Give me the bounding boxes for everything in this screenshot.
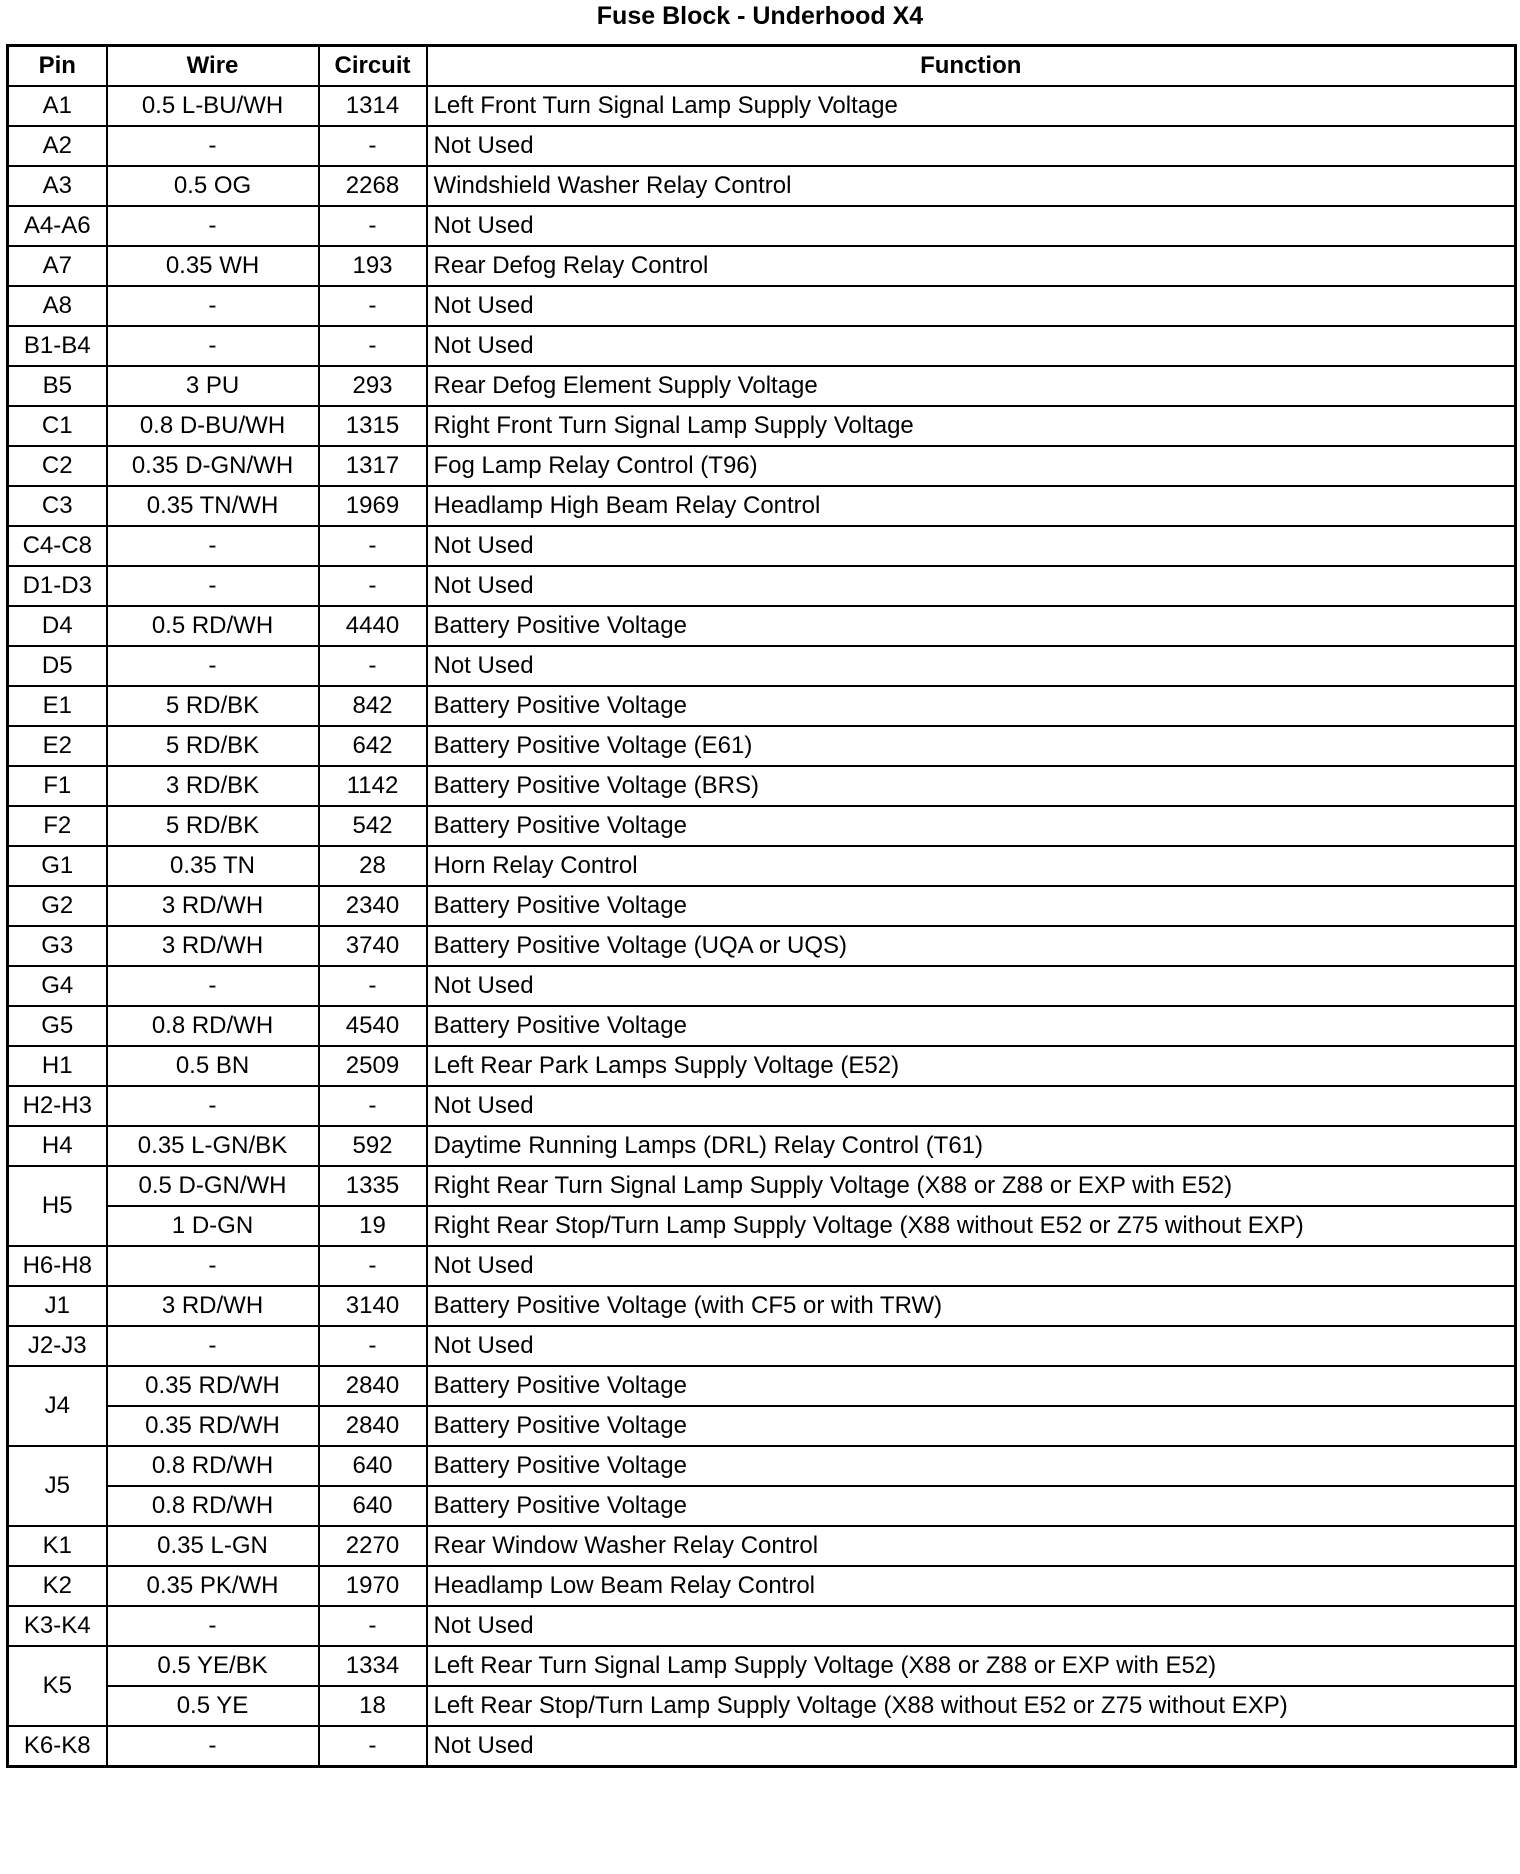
pin-cell: A8 [8, 286, 107, 326]
wire-cell: 1 D-GN [107, 1206, 319, 1246]
pin-cell: K1 [8, 1526, 107, 1566]
table-row [8, 1606, 1516, 1646]
table-row [8, 726, 1516, 766]
circuit-cell: 1969 [319, 486, 427, 526]
wire-cell: 5 RD/BK [107, 726, 319, 766]
pin-cell: G2 [8, 886, 107, 926]
circuit-cell: - [319, 1246, 427, 1286]
pin-cell: H6-H8 [8, 1246, 107, 1286]
wire-cell: 0.5 YE/BK [107, 1646, 319, 1686]
function-cell: Left Rear Turn Signal Lamp Supply Voltage (X88 or Z88 or EXP with E52) [427, 1646, 1516, 1686]
circuit-cell: 592 [319, 1126, 427, 1166]
wire-cell: 0.35 PK/WH [107, 1566, 319, 1606]
pin-cell: G3 [8, 926, 107, 966]
circuit-cell: 842 [319, 686, 427, 726]
function-cell: Not Used [427, 526, 1516, 566]
table-row [8, 1526, 1516, 1566]
function-cell: Not Used [427, 1246, 1516, 1286]
function-cell: Not Used [427, 966, 1516, 1006]
function-cell: Not Used [427, 326, 1516, 366]
function-cell: Right Rear Stop/Turn Lamp Supply Voltage (X88 without E52 or Z75 without EXP) [427, 1206, 1516, 1246]
pin-cell: C2 [8, 446, 107, 486]
wire-cell: 0.35 RD/WH [107, 1366, 319, 1406]
pin-cell: D5 [8, 646, 107, 686]
table-row [8, 1646, 1516, 1686]
circuit-cell: 1315 [319, 406, 427, 446]
wire-cell: 0.8 D-BU/WH [107, 406, 319, 446]
table-row [8, 1206, 1516, 1246]
function-cell: Battery Positive Voltage (with CF5 or with TRW) [427, 1286, 1516, 1326]
table-row [8, 246, 1516, 286]
table-row [8, 806, 1516, 846]
pin-cell: H2-H3 [8, 1086, 107, 1126]
circuit-cell: - [319, 966, 427, 1006]
table-row [8, 526, 1516, 566]
table-row [8, 1006, 1516, 1046]
function-cell: Battery Positive Voltage [427, 686, 1516, 726]
function-cell: Headlamp High Beam Relay Control [427, 486, 1516, 526]
pin-cell: E1 [8, 686, 107, 726]
table-row [8, 406, 1516, 446]
wire-cell: - [107, 646, 319, 686]
table-row [8, 206, 1516, 246]
function-cell: Not Used [427, 286, 1516, 326]
circuit-cell: 1335 [319, 1166, 427, 1206]
circuit-cell: - [319, 1606, 427, 1646]
table-row [8, 926, 1516, 966]
pin-cell: B1-B4 [8, 326, 107, 366]
circuit-cell: 2270 [319, 1526, 427, 1566]
wire-cell: 0.35 WH [107, 246, 319, 286]
circuit-cell: - [319, 1726, 427, 1767]
circuit-cell: - [319, 206, 427, 246]
pinout-table [6, 44, 1517, 1768]
circuit-cell: - [319, 526, 427, 566]
wire-cell: 0.5 BN [107, 1046, 319, 1086]
function-cell: Battery Positive Voltage [427, 806, 1516, 846]
wire-cell: 0.5 D-GN/WH [107, 1166, 319, 1206]
function-cell: Headlamp Low Beam Relay Control [427, 1566, 1516, 1606]
function-cell: Not Used [427, 646, 1516, 686]
pin-cell: K6-K8 [8, 1726, 107, 1767]
circuit-cell: 193 [319, 246, 427, 286]
function-cell: Fog Lamp Relay Control (T96) [427, 446, 1516, 486]
wire-cell: 0.35 TN/WH [107, 486, 319, 526]
circuit-cell: 28 [319, 846, 427, 886]
wire-cell: 0.5 RD/WH [107, 606, 319, 646]
header-pin: Pin [8, 46, 107, 87]
header-row [8, 46, 1516, 87]
wire-cell: - [107, 1326, 319, 1366]
table-row [8, 1406, 1516, 1446]
pin-cell: H5 [8, 1166, 107, 1246]
wire-cell: 0.5 OG [107, 166, 319, 206]
function-cell: Battery Positive Voltage (UQA or UQS) [427, 926, 1516, 966]
table-row [8, 886, 1516, 926]
table-row [8, 646, 1516, 686]
function-cell: Left Rear Park Lamps Supply Voltage (E52) [427, 1046, 1516, 1086]
function-cell: Battery Positive Voltage [427, 1366, 1516, 1406]
wire-cell: - [107, 286, 319, 326]
table-row [8, 1086, 1516, 1126]
wire-cell: 0.35 L-GN/BK [107, 1126, 319, 1166]
wire-cell: 5 RD/BK [107, 806, 319, 846]
pin-cell: J4 [8, 1366, 107, 1446]
wire-cell: - [107, 966, 319, 1006]
wire-cell: - [107, 206, 319, 246]
table-row [8, 1126, 1516, 1166]
function-cell: Battery Positive Voltage [427, 1486, 1516, 1526]
pin-cell: K3-K4 [8, 1606, 107, 1646]
pin-cell: C4-C8 [8, 526, 107, 566]
wire-cell: 0.5 L-BU/WH [107, 86, 319, 126]
function-cell: Daytime Running Lamps (DRL) Relay Control (T61) [427, 1126, 1516, 1166]
function-cell: Not Used [427, 1726, 1516, 1767]
circuit-cell: 2268 [319, 166, 427, 206]
pin-cell: J5 [8, 1446, 107, 1526]
table-row [8, 1246, 1516, 1286]
pin-cell: H4 [8, 1126, 107, 1166]
pin-cell: D1-D3 [8, 566, 107, 606]
wire-cell: 0.35 RD/WH [107, 1406, 319, 1446]
circuit-cell: 1142 [319, 766, 427, 806]
wire-cell: - [107, 1246, 319, 1286]
table-row [8, 1046, 1516, 1086]
circuit-cell: 642 [319, 726, 427, 766]
circuit-cell: 18 [319, 1686, 427, 1726]
table-row [8, 1326, 1516, 1366]
pin-cell: A7 [8, 246, 107, 286]
pin-cell: A2 [8, 126, 107, 166]
function-cell: Battery Positive Voltage [427, 1446, 1516, 1486]
pin-cell: C1 [8, 406, 107, 446]
header-function: Function [427, 46, 1516, 87]
function-cell: Battery Positive Voltage (E61) [427, 726, 1516, 766]
wire-cell: 0.35 TN [107, 846, 319, 886]
circuit-cell: 293 [319, 366, 427, 406]
circuit-cell: - [319, 286, 427, 326]
circuit-cell: - [319, 1086, 427, 1126]
circuit-cell: 2840 [319, 1366, 427, 1406]
wire-cell: - [107, 526, 319, 566]
pin-cell: G1 [8, 846, 107, 886]
pin-cell: A1 [8, 86, 107, 126]
table-row [8, 1166, 1516, 1206]
circuit-cell: - [319, 646, 427, 686]
table-header [8, 46, 1516, 87]
circuit-cell: 1314 [319, 86, 427, 126]
function-cell: Left Rear Stop/Turn Lamp Supply Voltage (X88 without E52 or Z75 without EXP) [427, 1686, 1516, 1726]
table-row [8, 1486, 1516, 1526]
wire-cell: 0.8 RD/WH [107, 1486, 319, 1526]
circuit-cell: 4540 [319, 1006, 427, 1046]
table-row [8, 1366, 1516, 1406]
circuit-cell: 1334 [319, 1646, 427, 1686]
table-row [8, 286, 1516, 326]
table-body [8, 86, 1516, 1767]
table-row [8, 966, 1516, 1006]
wire-cell: - [107, 126, 319, 166]
table-row [8, 366, 1516, 406]
function-cell: Not Used [427, 206, 1516, 246]
function-cell: Right Rear Turn Signal Lamp Supply Voltage (X88 or Z88 or EXP with E52) [427, 1166, 1516, 1206]
circuit-cell: 3740 [319, 926, 427, 966]
function-cell: Not Used [427, 566, 1516, 606]
pin-cell: D4 [8, 606, 107, 646]
wire-cell: 3 RD/WH [107, 926, 319, 966]
pin-cell: A3 [8, 166, 107, 206]
circuit-cell: - [319, 326, 427, 366]
function-cell: Windshield Washer Relay Control [427, 166, 1516, 206]
function-cell: Rear Window Washer Relay Control [427, 1526, 1516, 1566]
circuit-cell: 640 [319, 1446, 427, 1486]
header-circuit: Circuit [319, 46, 427, 87]
function-cell: Not Used [427, 1606, 1516, 1646]
circuit-cell: 2340 [319, 886, 427, 926]
wire-cell: - [107, 1606, 319, 1646]
wire-cell: - [107, 1086, 319, 1126]
function-cell: Battery Positive Voltage [427, 886, 1516, 926]
pin-cell: B5 [8, 366, 107, 406]
pin-cell: J2-J3 [8, 1326, 107, 1366]
function-cell: Battery Positive Voltage [427, 606, 1516, 646]
table-row [8, 1686, 1516, 1726]
function-cell: Battery Positive Voltage [427, 1006, 1516, 1046]
function-cell: Left Front Turn Signal Lamp Supply Voltage [427, 86, 1516, 126]
table-row [8, 1286, 1516, 1326]
circuit-cell: 19 [319, 1206, 427, 1246]
wire-cell: 5 RD/BK [107, 686, 319, 726]
circuit-cell: 640 [319, 1486, 427, 1526]
pin-cell: K5 [8, 1646, 107, 1726]
wire-cell: 0.8 RD/WH [107, 1006, 319, 1046]
pin-cell: C3 [8, 486, 107, 526]
function-cell: Not Used [427, 126, 1516, 166]
wire-cell: 0.8 RD/WH [107, 1446, 319, 1486]
function-cell: Rear Defog Relay Control [427, 246, 1516, 286]
table-row [8, 126, 1516, 166]
pin-cell: J1 [8, 1286, 107, 1326]
pin-cell: G5 [8, 1006, 107, 1046]
function-cell: Rear Defog Element Supply Voltage [427, 366, 1516, 406]
pin-cell: G4 [8, 966, 107, 1006]
circuit-cell: - [319, 1326, 427, 1366]
circuit-cell: 542 [319, 806, 427, 846]
wire-cell: 0.35 L-GN [107, 1526, 319, 1566]
document-title: Fuse Block - Underhood X4 [596, 2, 924, 30]
table-row [8, 326, 1516, 366]
circuit-cell: 3140 [319, 1286, 427, 1326]
circuit-cell: 2840 [319, 1406, 427, 1446]
circuit-cell: 2509 [319, 1046, 427, 1086]
pin-cell: A4-A6 [8, 206, 107, 246]
function-cell: Battery Positive Voltage (BRS) [427, 766, 1516, 806]
function-cell: Battery Positive Voltage [427, 1406, 1516, 1446]
function-cell: Not Used [427, 1086, 1516, 1126]
circuit-cell: - [319, 566, 427, 606]
table-row [8, 1566, 1516, 1606]
wire-cell: - [107, 326, 319, 366]
table-row [8, 566, 1516, 606]
pin-cell: F2 [8, 806, 107, 846]
wire-cell: 0.5 YE [107, 1686, 319, 1726]
wire-cell: 0.35 D-GN/WH [107, 446, 319, 486]
table-row [8, 486, 1516, 526]
table-row [8, 766, 1516, 806]
table-row [8, 166, 1516, 206]
table-row [8, 1726, 1516, 1767]
function-cell: Not Used [427, 1326, 1516, 1366]
pin-cell: E2 [8, 726, 107, 766]
wire-cell: 3 RD/WH [107, 1286, 319, 1326]
pin-cell: K2 [8, 1566, 107, 1606]
table-row [8, 846, 1516, 886]
circuit-cell: 4440 [319, 606, 427, 646]
pin-cell: F1 [8, 766, 107, 806]
function-cell: Horn Relay Control [427, 846, 1516, 886]
table-row [8, 606, 1516, 646]
pin-cell: H1 [8, 1046, 107, 1086]
circuit-cell: 1317 [319, 446, 427, 486]
circuit-cell: - [319, 126, 427, 166]
wire-cell: 3 PU [107, 366, 319, 406]
function-cell: Right Front Turn Signal Lamp Supply Voltage [427, 406, 1516, 446]
table-row [8, 1446, 1516, 1486]
table-row [8, 446, 1516, 486]
wire-cell: 3 RD/WH [107, 886, 319, 926]
wire-cell: 3 RD/BK [107, 766, 319, 806]
circuit-cell: 1970 [319, 1566, 427, 1606]
wire-cell: - [107, 1726, 319, 1767]
wire-cell: - [107, 566, 319, 606]
header-wire: Wire [107, 46, 319, 87]
table-row [8, 686, 1516, 726]
table-row [8, 86, 1516, 126]
